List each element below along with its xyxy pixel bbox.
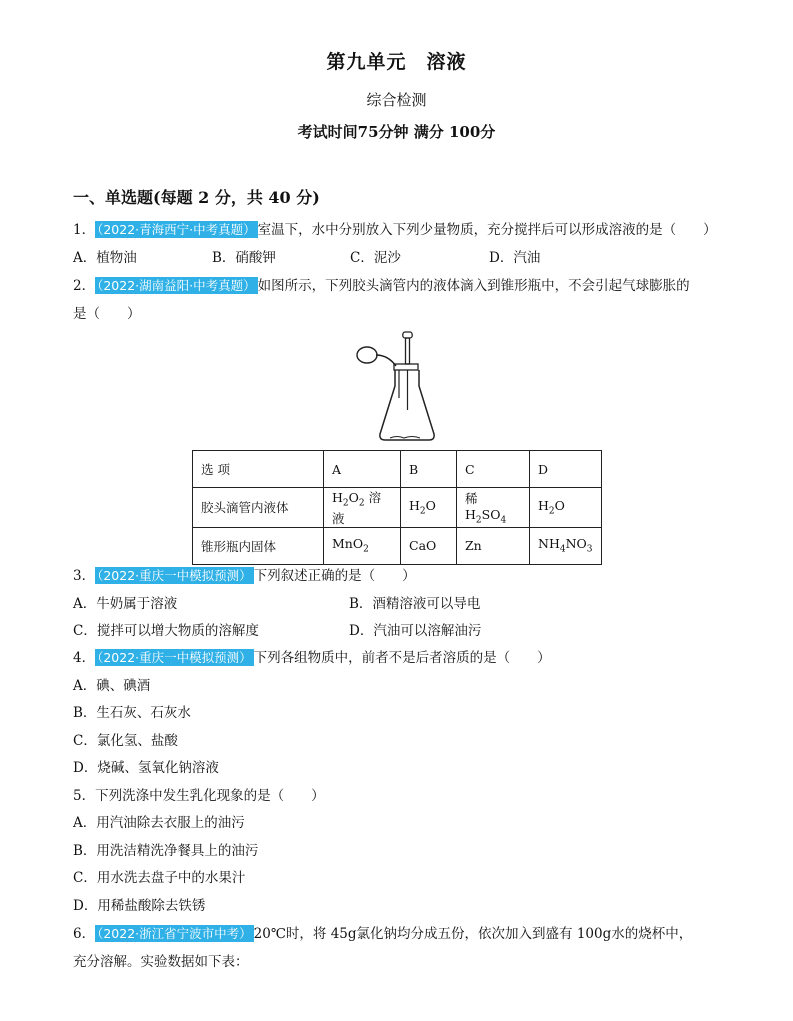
question-number: 4． bbox=[73, 650, 96, 666]
question-2 bbox=[73, 276, 690, 296]
table-cell: CaO bbox=[401, 527, 457, 564]
option-d: D．汽油 bbox=[489, 250, 541, 266]
question-text: 下列叙述正确的是（ ） bbox=[253, 568, 416, 584]
question-2-continued: 是（ ） bbox=[73, 306, 141, 322]
question-number: 6． bbox=[73, 926, 96, 942]
table-row bbox=[193, 488, 602, 528]
question-4 bbox=[73, 648, 551, 668]
dropper-tube bbox=[406, 338, 410, 364]
option-c: C．氯化氢、盐酸 bbox=[73, 733, 178, 749]
table-cell: $NH_4NO_3$ bbox=[530, 527, 602, 564]
option-b: B．硝酸钾 bbox=[212, 250, 276, 266]
table-cell: $H_2O_2$ 溶液 bbox=[324, 488, 401, 528]
source-tag: （2022·浙江省宁波市中考） bbox=[97, 926, 252, 941]
page-title: 第九单元 溶液 bbox=[326, 51, 467, 73]
section-heading: 一、单选题(每题 2 分，共 40 分) bbox=[73, 188, 320, 207]
solid-in-flask bbox=[390, 437, 420, 439]
table-header-cell: B bbox=[401, 451, 457, 488]
balloon-tube bbox=[376, 355, 396, 366]
source-tag: （2022·青海西宁·中考真题） bbox=[97, 222, 256, 237]
table-row bbox=[193, 451, 602, 488]
option-c: C．搅拌可以增大物质的溶解度 bbox=[73, 623, 259, 639]
option-b: B．生石灰、石灰水 bbox=[73, 705, 191, 721]
question-5: 5．下列洗涤中发生乳化现象的是（ ） bbox=[73, 788, 325, 804]
stopper bbox=[394, 364, 418, 370]
question-3 bbox=[73, 566, 416, 586]
option-d: D．汽油可以溶解油污 bbox=[349, 623, 482, 639]
option-c: C．用水洗去盘子中的水果汁 bbox=[73, 870, 246, 886]
option-d: D．烧碱、氢氧化钠溶液 bbox=[73, 760, 219, 776]
table-header-cell: 选 项 bbox=[193, 451, 324, 488]
table-header-cell: D bbox=[530, 451, 602, 488]
option-a: A．植物油 bbox=[73, 250, 137, 266]
table-cell: Zn bbox=[457, 527, 530, 564]
question-number: 1． bbox=[73, 222, 96, 238]
question-text: 20℃时，将 45g氯化钠均分成五份，依次加入到盛有 100g水的烧杯中， bbox=[253, 926, 693, 942]
question-6 bbox=[73, 924, 692, 944]
table-cell: 稀 $H_2SO_4$ bbox=[457, 488, 530, 528]
source-tag: （2022·重庆一中模拟预测） bbox=[97, 568, 252, 583]
table-cell: $H_2O$ bbox=[530, 488, 602, 528]
option-a: A．牛奶属于溶液 bbox=[73, 596, 178, 612]
option-a: A．碘、碘酒 bbox=[73, 678, 151, 694]
page-subtitle: 综合检测 bbox=[366, 91, 427, 109]
option-d: D．用稀盐酸除去铁锈 bbox=[73, 898, 206, 914]
table-cell: MnO$_2$ bbox=[324, 527, 401, 564]
option-b: B．用洗洁精洗净餐具上的油污 bbox=[73, 843, 259, 859]
dropper-bulb bbox=[403, 332, 413, 338]
row-label: 锥形瓶内固体 bbox=[193, 527, 324, 564]
table-header-cell: C bbox=[457, 451, 530, 488]
table-row bbox=[193, 527, 602, 564]
question-text: 如图所示，下列胶头滴管内的液体滴入到锥形瓶中，不会引起气球膨胀的 bbox=[257, 278, 690, 294]
question-1-options bbox=[73, 248, 540, 268]
question-number: 3． bbox=[73, 568, 96, 584]
question-6-continued: 充分溶解。实验数据如下表： bbox=[73, 954, 249, 970]
source-tag: （2022·重庆一中模拟预测） bbox=[97, 650, 252, 665]
question-text: 下列各组物质中，前者不是后者溶质的是（ ） bbox=[253, 650, 551, 666]
row-label: 胶头滴管内液体 bbox=[193, 488, 324, 528]
exam-info: 考试时间75分钟 满分 100分 bbox=[297, 123, 496, 141]
balloon bbox=[357, 347, 377, 363]
table-header-cell: A bbox=[324, 451, 401, 488]
option-b: B．酒精溶液可以导电 bbox=[349, 596, 481, 612]
flask-balloon-diagram bbox=[352, 328, 442, 444]
question-3-options-row2 bbox=[73, 621, 481, 641]
option-c: C．泥沙 bbox=[350, 250, 401, 266]
source-tag: （2022·湖南益阳·中考真题） bbox=[97, 278, 256, 293]
option-a: A．用汽油除去衣服上的油污 bbox=[73, 815, 245, 831]
question-number: 2． bbox=[73, 278, 96, 294]
reagent-table bbox=[192, 450, 602, 565]
question-text: 室温下，水中分别放入下列少量物质，充分搅拌后可以形成溶液的是（ ） bbox=[257, 222, 717, 238]
table-cell: $H_2O$ bbox=[401, 488, 457, 528]
question-3-options-row1 bbox=[73, 594, 480, 614]
question-1 bbox=[73, 220, 717, 240]
